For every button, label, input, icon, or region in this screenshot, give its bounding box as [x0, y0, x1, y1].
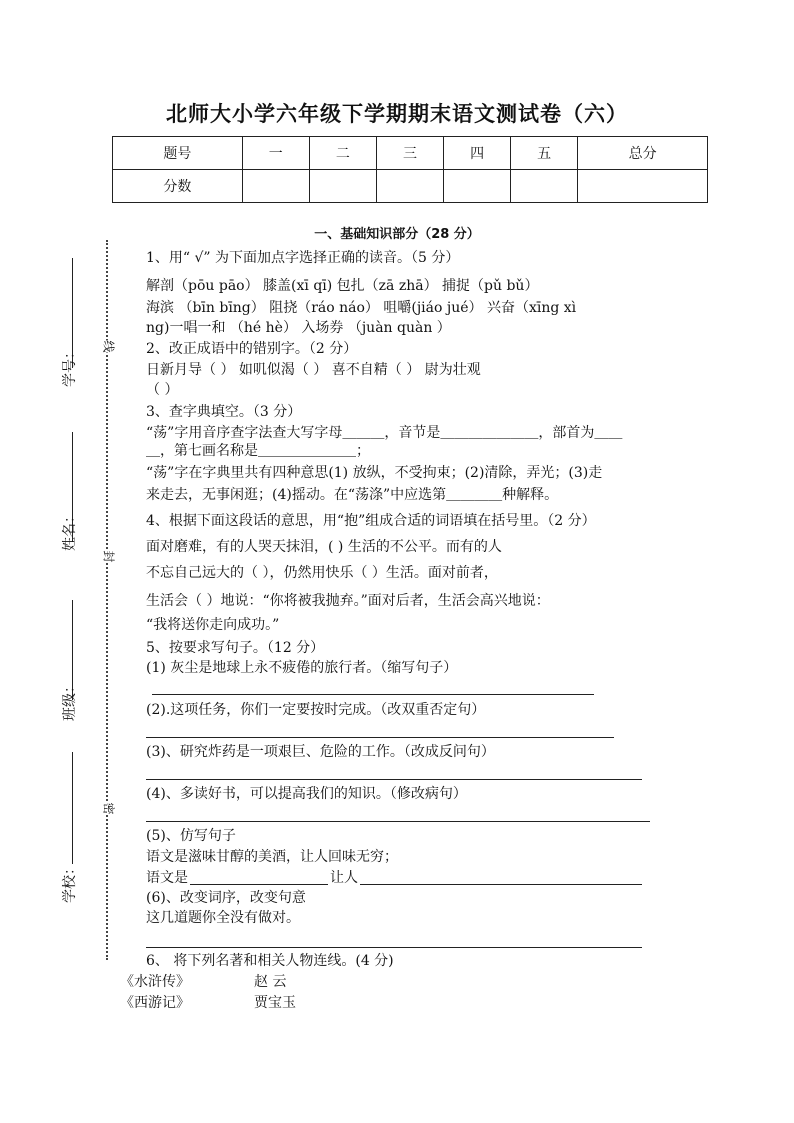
question-4-line: 不忘自己远大的（ ），仍然用快乐（ ）生活。面对前者，	[146, 565, 498, 581]
seal-char-mi: 密	[101, 802, 116, 815]
question-1-line: 海滨 （bīn bīng） 阻挠（ráo náo） 咀嚼(jiáo jué） 兴奋（xīng xì	[146, 300, 577, 316]
class-label: 班级：	[62, 679, 78, 721]
question-1-line: ng)一唱一和 （hé hè） 入场券 （juàn quàn ）	[146, 320, 451, 336]
question-5-item: 语文是滋味甘醇的美酒，让人回味无穷；	[146, 849, 398, 865]
page-title: 北师大小学六年级下学期期末语文测试卷（六）	[166, 102, 628, 126]
answer-line[interactable]	[190, 884, 328, 885]
question-5-item: 让人	[330, 870, 358, 886]
table-row-label: 分数	[113, 170, 243, 203]
name-label: 姓名：	[62, 509, 78, 551]
table-header-cell: 四	[444, 137, 511, 170]
seal-char-xian: 线	[101, 340, 116, 353]
question-5-item: (2).这项任务，你们一定要按时完成。（改双重否定句）	[146, 702, 486, 718]
answer-line[interactable]	[146, 779, 642, 780]
question-2-line: （ ）	[146, 382, 179, 398]
table-header-cell: 五	[511, 137, 578, 170]
question-4-line: “我将送你走向成功。”	[146, 617, 280, 633]
question-3-title: 3、查字典填空。（3 分）	[146, 404, 302, 420]
question-3-line: “荡”字在字典里共有四种意思(1) 放纵，不受拘束；(2)清除，弄光；(3)走	[146, 465, 603, 481]
character-name: 赵 云	[254, 974, 287, 990]
question-5-item: (6)、改变词序，改变句意	[146, 890, 306, 906]
answer-line[interactable]	[360, 884, 642, 885]
score-cell[interactable]	[578, 170, 708, 203]
question-5-item: (5)、仿写句子	[146, 828, 236, 844]
seal-char-feng: 封	[101, 550, 116, 563]
table-row	[113, 170, 708, 203]
question-5-item: 语文是	[146, 870, 188, 886]
table-header-cell: 题号	[113, 137, 243, 170]
question-4-line: 面对磨难，有的人哭天抹泪，( ) 生活的不公平。而有的人	[146, 539, 502, 555]
question-1-title: 1、用“ √” 为下面加点字选择正确的读音。（5 分）	[146, 250, 460, 266]
question-4-title: 4、根据下面这段话的意思，用“抱”组成合适的词语填在括号里。（2 分）	[146, 513, 596, 529]
question-2-title: 2、改正成语中的错别字。（2 分）	[146, 341, 358, 357]
section-heading: 一、基础知识部分（28 分）	[314, 227, 480, 242]
table-header-cell: 总分	[578, 137, 708, 170]
answer-line[interactable]	[146, 947, 642, 948]
question-4-line: 生活会（ ）地说：“你将被我抛弃。”面对后者，生活会高兴地说：	[146, 593, 550, 609]
question-5-item: 这几道题你全没有做对。	[146, 910, 300, 926]
score-cell[interactable]	[309, 170, 376, 203]
school-line	[72, 752, 73, 864]
score-cell[interactable]	[376, 170, 443, 203]
table-header-cell: 二	[309, 137, 376, 170]
character-name: 贾宝玉	[254, 995, 296, 1011]
question-5-item: (1) 灰尘是地球上永不疲倦的旅行者。（缩写句子）	[146, 660, 458, 676]
answer-line[interactable]	[146, 821, 650, 822]
answer-line[interactable]	[146, 737, 614, 738]
book-title: 《西游记》	[120, 995, 190, 1011]
school-label: 学校：	[62, 861, 78, 903]
score-table	[112, 136, 708, 203]
question-5-item: (4)、多读好书，可以提高我们的知识。（修改病句）	[146, 786, 467, 802]
table-header-cell: 三	[376, 137, 443, 170]
student-id-label: 学号：	[62, 345, 78, 387]
table-header-cell: 一	[242, 137, 309, 170]
table-row	[113, 137, 708, 170]
question-5-title: 5、按要求写句子。（12 分）	[146, 640, 325, 656]
question-3-line: ＿，第七画名称是＿＿＿＿＿＿＿；	[146, 443, 370, 459]
score-cell[interactable]	[444, 170, 511, 203]
question-5-item: (3)、研究炸药是一项艰巨、危险的工作。（改成反问句）	[146, 744, 495, 760]
score-cell[interactable]	[511, 170, 578, 203]
score-cell[interactable]	[242, 170, 309, 203]
book-title: 《水浒传》	[120, 974, 190, 990]
question-3-line: 来走去，无事闲逛；(4)摇动。在“荡涤”中应选第＿＿＿＿种解释。	[146, 487, 559, 503]
question-6-title: 6、 将下列名著和相关人物连线。(4 分)	[146, 953, 394, 969]
question-1-line: 解剖（pōu pāo） 膝盖(xī qī) 包扎（zā zhā） 捕捉（pǔ bǔ）	[146, 278, 539, 294]
question-3-line: “荡”字用音序查字法查大写字母＿＿＿，音节是＿＿＿＿＿＿＿，部首为＿＿	[146, 425, 623, 441]
answer-line[interactable]	[152, 694, 594, 695]
question-2-line: 日新月导（ ） 如叽似渴（ ） 喜不自精（ ） 尉为壮观	[146, 362, 481, 378]
